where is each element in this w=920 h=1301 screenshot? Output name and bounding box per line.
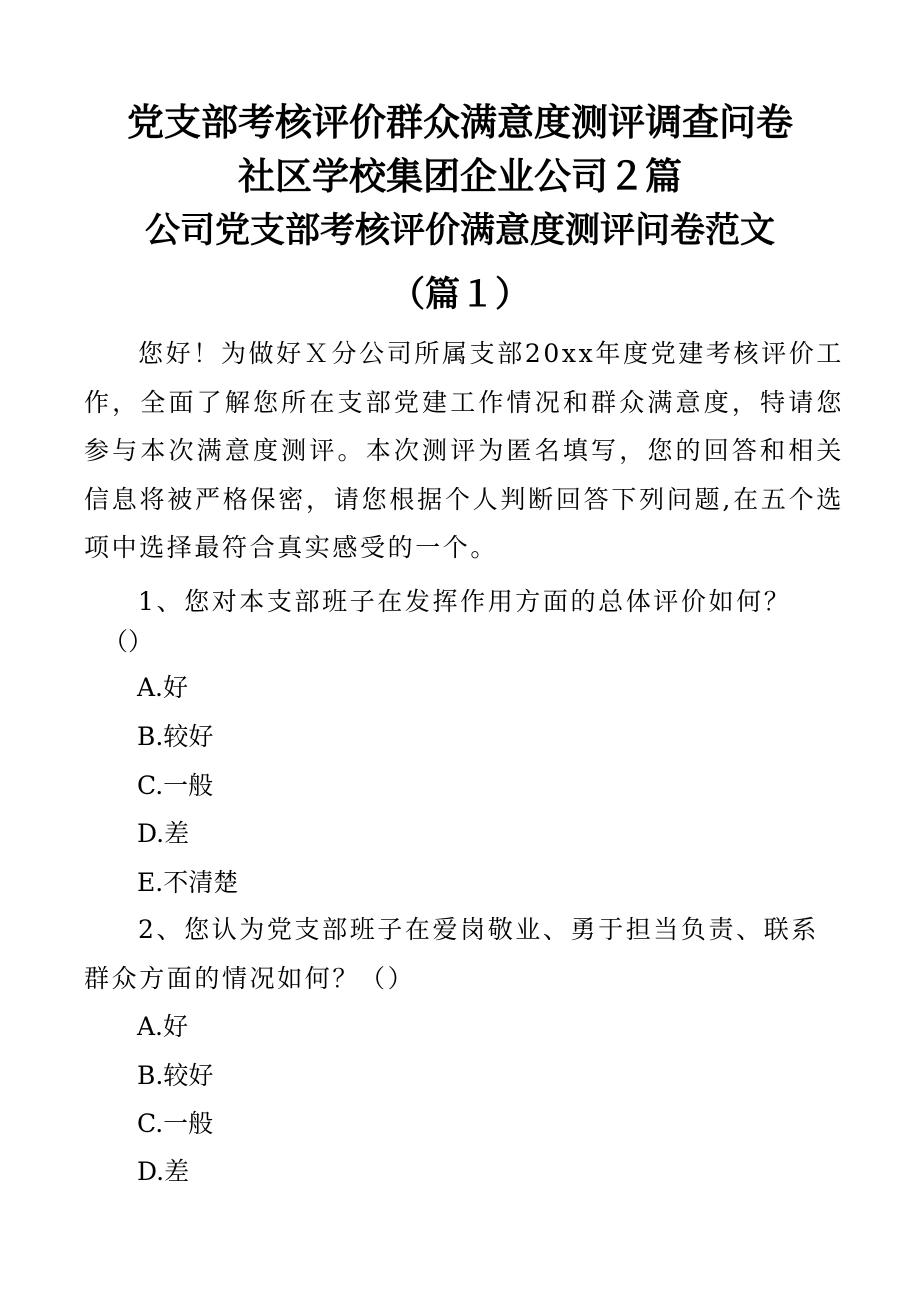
intro-paragraph: 您好！为做好Ｘ分公司所属支部20xx年度党建考核评价工作，全面了解您所在支部党建工作情况和群众满意度，特请您参与本次满意度测评。本次测评为匿名填写，您的回答和相关信息将被严格保密，请您根据个人判断回答下列问题,在五个选项中选择最符合真实感受的一个。 [84, 339, 844, 562]
title-line-2: 社区学校集团企业公司２篇 [238, 155, 682, 198]
question-2-option-b: B.较好 [137, 1061, 214, 1090]
question-2-option-a: A.好 [137, 1012, 189, 1041]
question-1-option-d: D.差 [137, 819, 190, 848]
question-2-option-c: C.一般 [137, 1109, 214, 1138]
question-2-text: 2、您认为党支部班子在爱岗敬业、勇于担当负责、联系群众方面的情况如何？（） [84, 915, 819, 993]
part-label: （篇１） [389, 275, 530, 315]
question-1-option-c: C.一般 [137, 771, 214, 800]
title-line-1: 党支部考核评价群众满意度测评调查问卷 [127, 101, 793, 144]
question-2-option-d: D.差 [137, 1157, 190, 1186]
question-1-option-b: B.较好 [137, 722, 214, 751]
question-1-option-a: A.好 [137, 673, 189, 702]
document-title [0, 96, 920, 204]
question-1-text: 1、您对本支部班子在发挥作用方面的总体评价如何？ [138, 587, 792, 616]
question-1-answer-blank: （） [103, 627, 154, 656]
question-1-option-e: E.不清楚 [137, 868, 239, 897]
document-subtitle: 公司党支部考核评价满意度测评问卷范文 [144, 211, 775, 251]
